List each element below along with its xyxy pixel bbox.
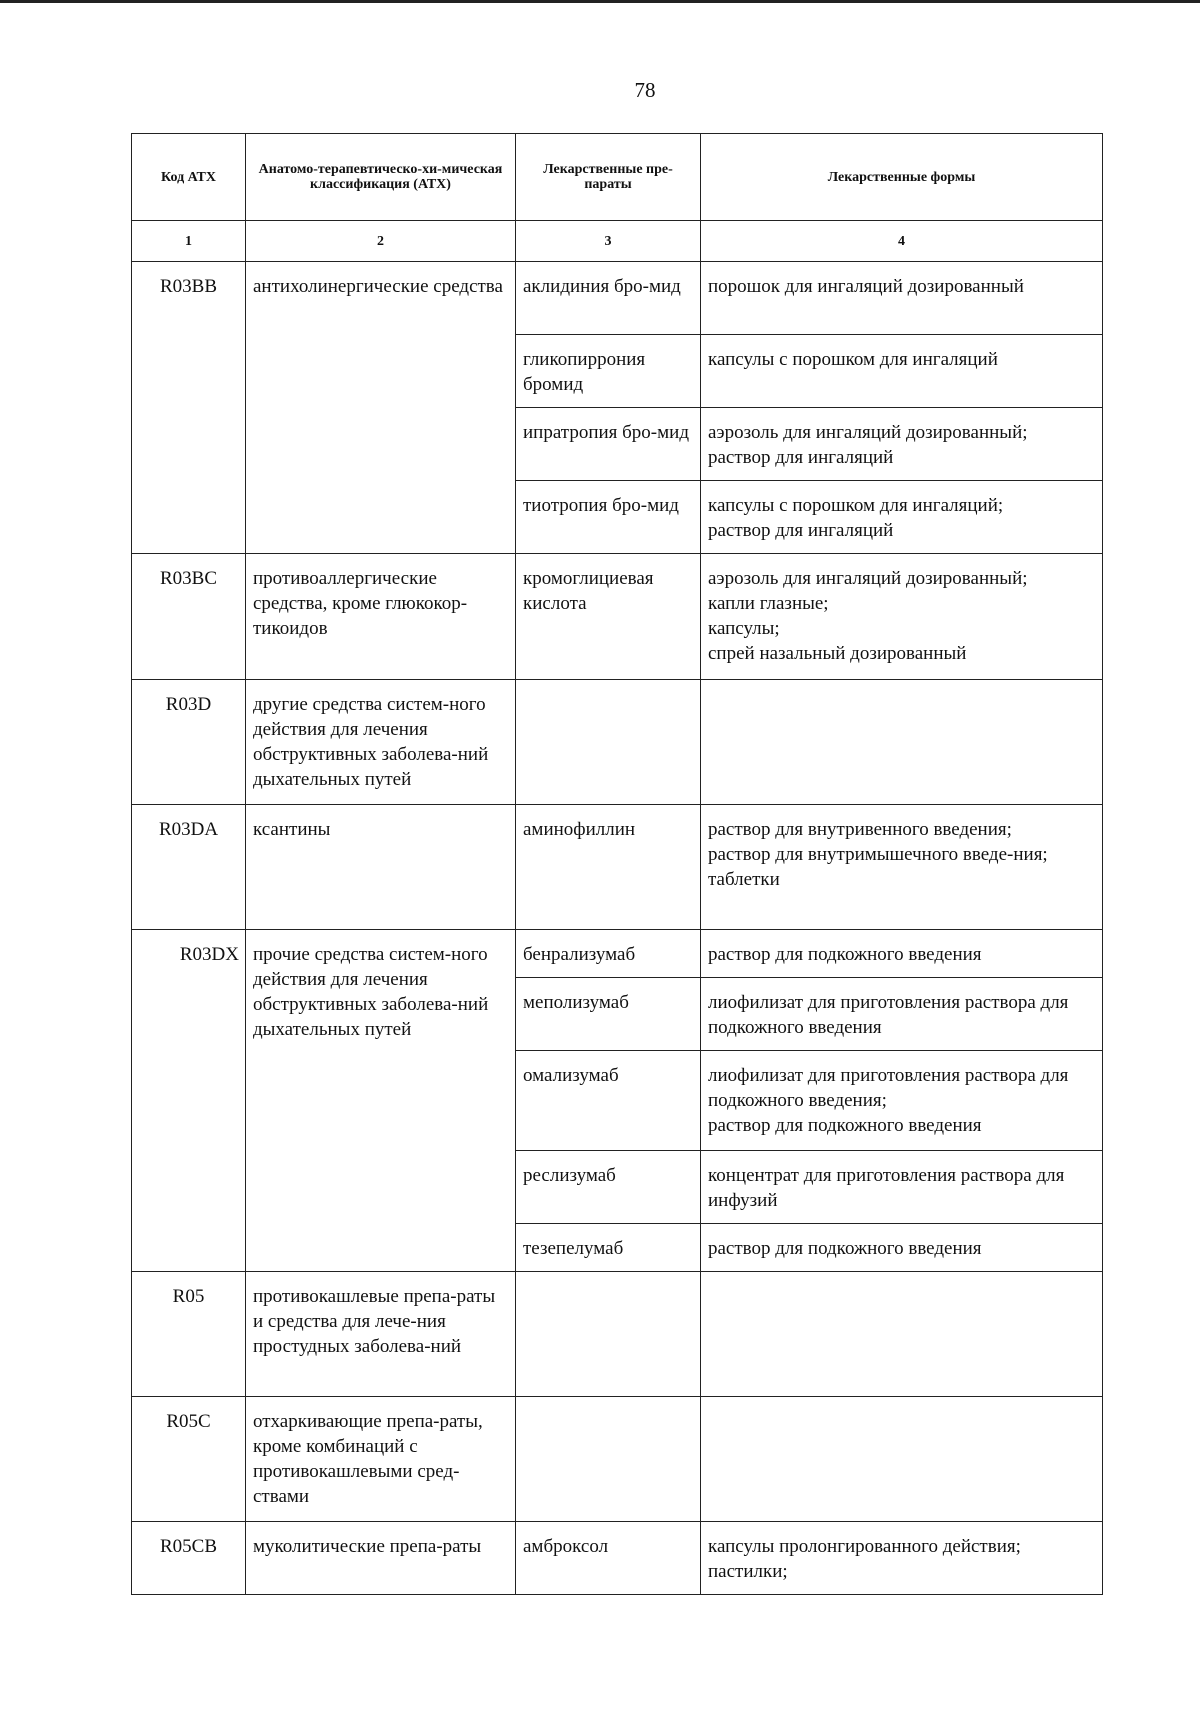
dosage-forms-cell <box>701 680 1103 805</box>
column-number: 1 <box>132 221 246 262</box>
drug-cell: ипратропия бро-мид <box>516 408 701 481</box>
dosage-forms-cell <box>701 1151 1103 1224</box>
atx-code-cell: R03BB <box>132 262 246 554</box>
header-drugs: Лекарственные пре-параты <box>516 134 701 221</box>
drug-cell: тезепелумаб <box>516 1224 701 1272</box>
table-body <box>132 262 1103 1595</box>
classification-cell: другие средства систем-ного действия для лечения обструктивных заболева-ний дыхательных путей <box>246 680 516 805</box>
classification-cell: противокашлевые препа-раты и средства для лече-ния простудных заболева-ний <box>246 1272 516 1397</box>
drug-cell: амброксол <box>516 1522 701 1595</box>
dosage-form-line: таблетки <box>708 869 780 890</box>
table-row <box>132 554 1103 680</box>
dosage-form-line: раствор для внутривенного введения; <box>708 819 1012 840</box>
drug-cell: аклидиния бро-мид <box>516 262 701 335</box>
drug-cell: тиотропия бро-мид <box>516 481 701 554</box>
drug-cell: реслизумаб <box>516 1151 701 1224</box>
dosage-form-line: лиофилизат для приготовления раствора для подкожного введения <box>708 992 1069 1038</box>
dosage-form-line: капсулы; <box>708 618 780 639</box>
dosage-form-line: пастилки; <box>708 1561 788 1582</box>
dosage-forms-cell <box>701 335 1103 408</box>
atx-code-cell: R03BC <box>132 554 246 680</box>
column-number-row <box>132 221 1103 262</box>
page-number: 78 <box>634 78 656 102</box>
dosage-form-line: капсулы с порошком для ингаляций; <box>708 495 1004 516</box>
table-row <box>132 1397 1103 1522</box>
dosage-form-line: раствор для ингаляций <box>708 520 894 541</box>
atx-code-cell: R05C <box>132 1397 246 1522</box>
dosage-forms-cell <box>701 1051 1103 1151</box>
drug-cell <box>516 1272 701 1397</box>
atx-code-cell: R03DA <box>132 805 246 930</box>
dosage-forms-cell <box>701 930 1103 978</box>
drug-cell: омализумаб <box>516 1051 701 1151</box>
dosage-forms-cell <box>701 554 1103 680</box>
classification-cell: отхаркивающие препа-раты, кроме комбинаций с противокашлевыми сред-ствами <box>246 1397 516 1522</box>
drug-cell <box>516 1397 701 1522</box>
drug-cell <box>516 680 701 805</box>
dosage-forms-cell <box>701 262 1103 335</box>
atx-code-cell: R03D <box>132 680 246 805</box>
dosage-form-line: раствор для ингаляций <box>708 447 894 468</box>
dosage-form-line: капсулы пролонгированного действия; <box>708 1536 1021 1557</box>
dosage-form-line: раствор для внутримышечного введе-ния; <box>708 844 1048 865</box>
dosage-form-line: аэрозоль для ингаляций дозированный; <box>708 568 1028 589</box>
dosage-forms-cell <box>701 1397 1103 1522</box>
header-classification: Анатомо-терапевтическо-хи-мическая классификация (АТХ) <box>246 134 516 221</box>
table-row <box>132 930 1103 978</box>
header-code: Код АТХ <box>132 134 246 221</box>
dosage-form-line: раствор для подкожного введения <box>708 944 982 965</box>
atx-code-cell: R05 <box>132 1272 246 1397</box>
table-row <box>132 680 1103 805</box>
dosage-form-line: порошок для ингаляций дозированный <box>708 276 1024 297</box>
table-row <box>132 1272 1103 1397</box>
classification-cell: ксантины <box>246 805 516 930</box>
drug-cell: бенрализумаб <box>516 930 701 978</box>
dosage-forms-cell <box>701 805 1103 930</box>
table-row <box>132 1522 1103 1595</box>
drug-cell: меполизумаб <box>516 978 701 1051</box>
column-number: 4 <box>701 221 1103 262</box>
dosage-forms-cell <box>701 481 1103 554</box>
dosage-form-line: раствор для подкожного введения <box>708 1238 982 1259</box>
drug-cell: гликопиррония бромид <box>516 335 701 408</box>
drug-cell: кромоглициевая кислота <box>516 554 701 680</box>
dosage-form-line: раствор для подкожного введения <box>708 1115 982 1136</box>
dosage-form-line: концентрат для приготовления раствора для инфузий <box>708 1165 1065 1211</box>
table-row <box>132 805 1103 930</box>
dosage-form-line: капсулы с порошком для ингаляций <box>708 349 998 370</box>
dosage-forms-cell <box>701 1522 1103 1595</box>
table-header <box>132 134 1103 262</box>
atx-code-cell: R03DX <box>132 930 246 1272</box>
table-row <box>132 262 1103 335</box>
atx-table <box>131 133 1103 1595</box>
dosage-forms-cell <box>701 1272 1103 1397</box>
dosage-forms-cell <box>701 1224 1103 1272</box>
classification-cell: противоаллергические средства, кроме глюкокор-тикоидов <box>246 554 516 680</box>
dosage-form-line: спрей назальный дозированный <box>708 643 967 664</box>
classification-cell: муколитические препа-раты <box>246 1522 516 1595</box>
classification-cell: антихолинергические средства <box>246 262 516 554</box>
column-number: 3 <box>516 221 701 262</box>
dosage-form-line: лиофилизат для приготовления раствора для подкожного введения; <box>708 1065 1069 1111</box>
dosage-forms-cell <box>701 978 1103 1051</box>
column-number: 2 <box>246 221 516 262</box>
atx-code-cell: R05CB <box>132 1522 246 1595</box>
dosage-form-line: капли глазные; <box>708 593 829 614</box>
dosage-form-line: аэрозоль для ингаляций дозированный; <box>708 422 1028 443</box>
header-forms: Лекарственные формы <box>701 134 1103 221</box>
dosage-forms-cell <box>701 408 1103 481</box>
header-row <box>132 134 1103 221</box>
classification-cell: прочие средства систем-ного действия для лечения обструктивных заболева-ний дыхательных путей <box>246 930 516 1272</box>
drug-cell: аминофиллин <box>516 805 701 930</box>
top-border-line <box>0 0 1200 3</box>
